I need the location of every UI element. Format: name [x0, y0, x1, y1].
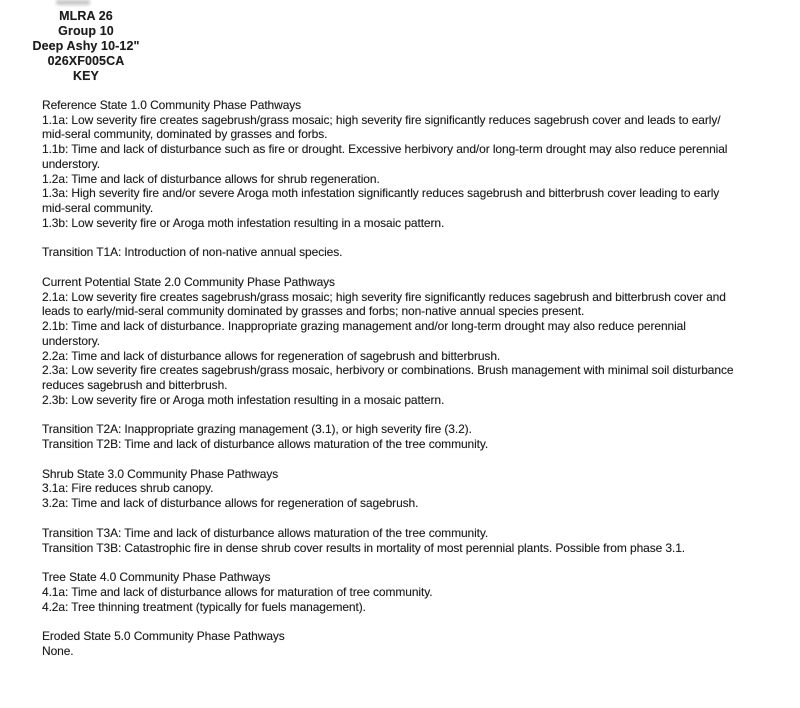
text-line: mid-seral community.	[42, 200, 154, 215]
text-line: None.	[42, 644, 74, 659]
text-line: 2.1a: Low severity fire creates sagebrush/grass mosaic; high severity fire significantly reduces sagebrush and bitterbrush cover and	[42, 289, 726, 304]
text-line: 1.1b: Time and lack of disturbance such as fire or drought. Excessive herbivory and/or long-term drought may also reduce perennial	[42, 142, 728, 157]
section-reference-state-1-0	[42, 98, 794, 230]
text-line: 1.3a: High severity fire and/or severe Aroga moth infestation significantly reduces sagebrush and bitterbrush cover leading to early	[42, 186, 720, 201]
section-transitions-t3	[42, 526, 794, 555]
text-line: understory.	[42, 156, 101, 171]
text-line: Current Potential State 2.0 Community Phase Pathways	[42, 275, 335, 290]
cropped-text-artifact	[56, 0, 90, 5]
header-line-mlra: MLRA 26	[59, 9, 113, 23]
text-line: Transition T3A: Time and lack of disturbance allows maturation of the tree community.	[42, 525, 489, 540]
text-line: leads to early/mid-seral community dominated by grasses and forbs; non-native annual species present.	[42, 304, 585, 319]
text-line: 4.1a: Time and lack of disturbance allows for maturation of tree community.	[42, 584, 433, 599]
text-line: 4.2a: Tree thinning treatment (typically for fuels management).	[42, 599, 366, 614]
text-line: 3.1a: Fire reduces shrub canopy.	[42, 481, 214, 496]
document-header	[0, 9, 172, 84]
text-line: 1.3b: Low severity fire or Aroga moth infestation resulting in a mosaic pattern.	[42, 215, 445, 230]
section-transitions-t2	[42, 422, 794, 451]
document-body	[42, 98, 794, 674]
section-transition-t1a	[42, 245, 794, 260]
header-line-group: Group 10	[58, 24, 114, 38]
text-line: Transition T1A: Introduction of non-native annual species.	[42, 245, 343, 260]
text-line: 3.2a: Time and lack of disturbance allows for regeneration of sagebrush.	[42, 496, 419, 511]
header-line-site-id: 026XF005CA	[47, 54, 125, 68]
section-eroded-state-5-0	[42, 629, 794, 658]
text-line: 2.3a: Low severity fire creates sagebrush/grass mosaic, herbivory or combinations. Brush management with minimal soil disturbance	[42, 363, 734, 378]
text-line: 2.3b: Low severity fire or Aroga moth infestation resulting in a mosaic pattern.	[42, 392, 445, 407]
text-line: Transition T2A: Inappropriate grazing management (3.1), or high severity fire (3.2).	[42, 422, 472, 437]
section-current-potential-state-2-0	[42, 275, 794, 407]
text-line: Shrub State 3.0 Community Phase Pathways	[42, 466, 279, 481]
text-line: 1.2a: Time and lack of disturbance allows for shrub regeneration.	[42, 171, 380, 186]
header-line-key: KEY	[72, 69, 99, 83]
text-line: 2.2a: Time and lack of disturbance allows for regeneration of sagebrush and bitterbrush.	[42, 348, 501, 363]
section-shrub-state-3-0	[42, 467, 794, 511]
text-line: Reference State 1.0 Community Phase Pathways	[42, 98, 302, 112]
text-line: Eroded State 5.0 Community Phase Pathways	[42, 629, 285, 644]
text-line: mid-seral community, dominated by grasses and forbs.	[42, 127, 328, 142]
text-line: Tree State 4.0 Community Phase Pathways	[42, 570, 271, 585]
text-line: Transition T2B: Time and lack of disturbance allows maturation of the tree community.	[42, 437, 489, 452]
text-line: Transition T3B: Catastrophic fire in dense shrub cover results in mortality of most perennial plants. Possible from phase 3.1.	[42, 540, 686, 555]
text-line: understory.	[42, 333, 101, 348]
text-line: 1.1a: Low severity fire creates sagebrush/grass mosaic; high severity fire significantly reduces sagebrush cover and leads to early/	[42, 112, 721, 127]
text-line: 2.1b: Time and lack of disturbance. Inappropriate grazing management and/or long-term drought may also reduce perennial	[42, 319, 686, 334]
header-line-site-name: Deep Ashy 10-12"	[32, 39, 140, 53]
text-line: reduces sagebrush and bitterbrush.	[42, 377, 228, 392]
section-tree-state-4-0	[42, 570, 794, 614]
